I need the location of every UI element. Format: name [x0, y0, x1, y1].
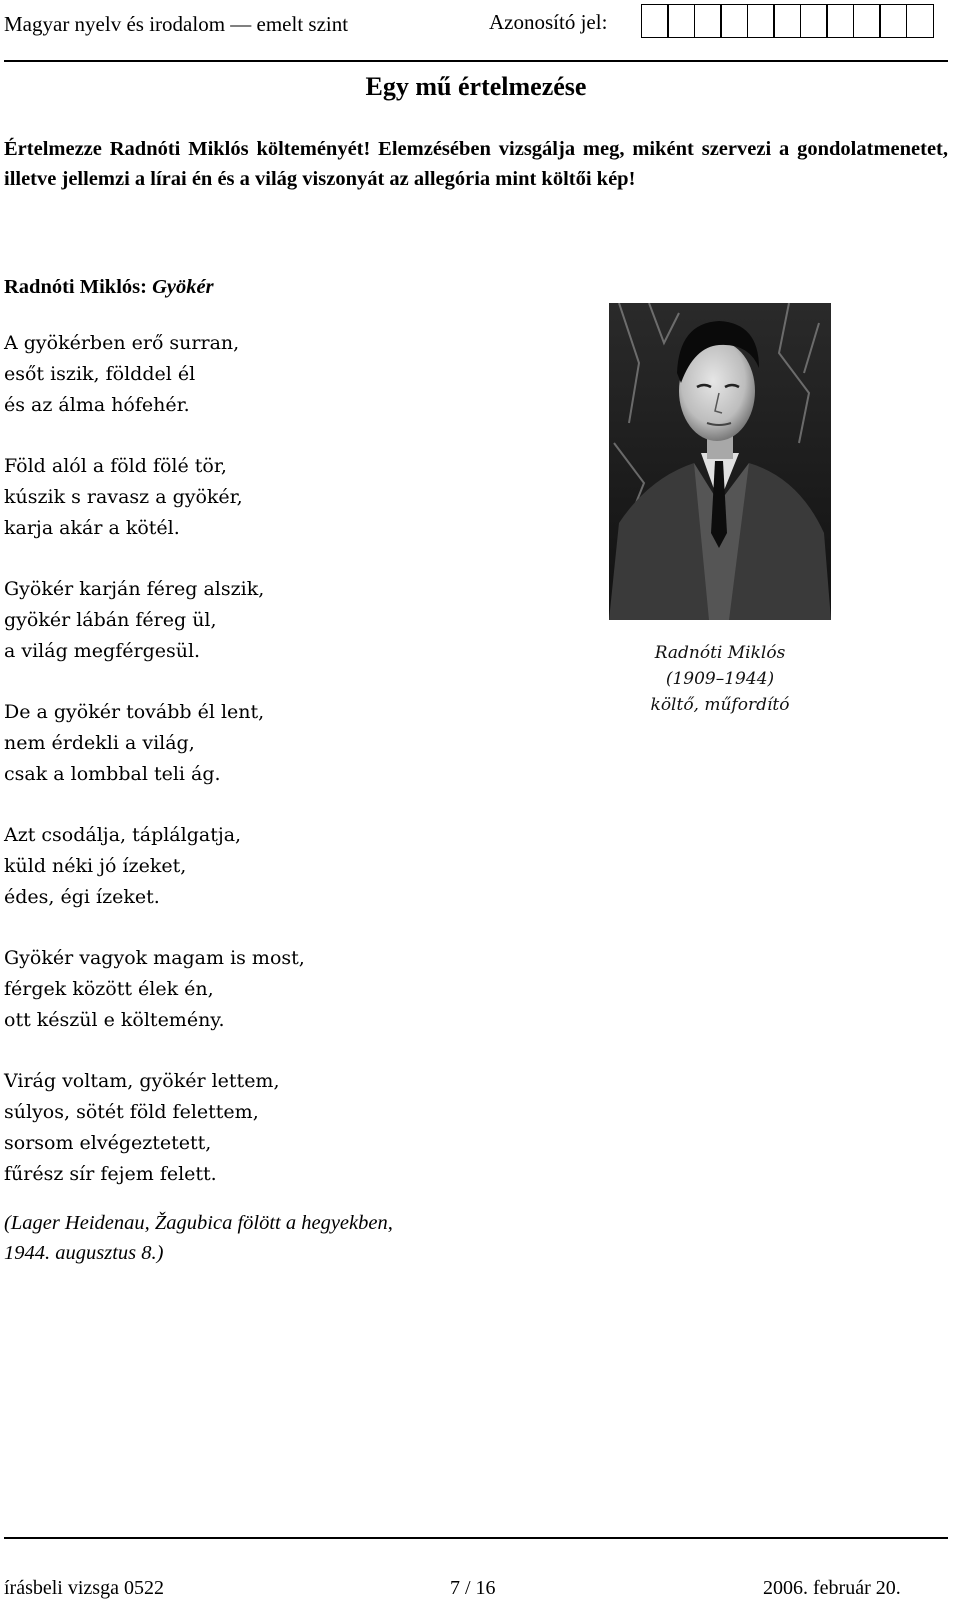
poem-line: nem érdekli a világ,: [4, 732, 195, 754]
poem-line: Gyökér vagyok magam is most,: [4, 947, 305, 969]
id-box: [906, 4, 934, 38]
id-box: [641, 4, 669, 38]
poem-line: esőt iszik, földdel él: [4, 363, 196, 385]
task-instructions: Értelmezze Radnóti Miklós költeményét! Elemzésében vizsgálja meg, miként szervezi a gondolatmenetet, illetve jellemzi a lírai én és a világ viszonyát az allegória mint költői kép!: [4, 138, 948, 190]
poem-line: karja akár a kötél.: [4, 517, 180, 539]
footer-exam-code: írásbeli vizsga 0522: [4, 1577, 164, 1599]
id-label: Azonosító jel:: [489, 10, 608, 34]
poem-line: küld néki jó ízeket,: [4, 855, 187, 877]
footer-date: 2006. február 20.: [763, 1577, 901, 1599]
poem-line: Föld alól a föld fölé tör,: [4, 455, 227, 477]
poem-line: kúszik s ravasz a gyökér,: [4, 486, 243, 508]
id-box: [747, 4, 775, 38]
dateline-line: (Lager Heidenau, Žagubica fölött a hegyekben,: [4, 1212, 393, 1234]
poem-stanza: [4, 574, 305, 667]
poem-stanza: [4, 451, 305, 544]
caption-years: (1909–1944): [665, 669, 775, 689]
dateline-line: 1944. augusztus 8.): [4, 1242, 164, 1264]
poem-heading: [4, 276, 214, 299]
poem-stanza: [4, 943, 305, 1036]
poem-line: súlyos, sötét föld felettem,: [4, 1101, 259, 1123]
caption-profession: költő, műfordító: [650, 695, 790, 715]
header-subject: Magyar nyelv és irodalom — emelt szint: [4, 12, 349, 36]
id-box-row: [642, 4, 934, 38]
poem-line: a világ megférgesül.: [4, 640, 201, 662]
poem-line: ott készül e költemény.: [4, 1009, 225, 1031]
poem-stanza: [4, 697, 305, 790]
poem-stanza: [4, 820, 305, 913]
poem-line: Azt csodálja, táplálgatja,: [4, 824, 242, 846]
poem-line: Virág voltam, gyökér lettem,: [4, 1070, 280, 1092]
id-box: [667, 4, 695, 38]
author-portrait-photo: [609, 303, 831, 620]
poem-line: De a gyökér tovább él lent,: [4, 701, 265, 723]
poem-line: gyökér lábán féreg ül,: [4, 609, 217, 631]
id-box: [879, 4, 907, 38]
poem-line: Gyökér karján féreg alszik,: [4, 578, 265, 600]
poem-stanza: [4, 1066, 305, 1190]
id-box: [800, 4, 828, 38]
poem-line: A gyökérben erő surran,: [4, 332, 240, 354]
portrait-caption: [600, 640, 840, 718]
id-box: [720, 4, 748, 38]
caption-name: Radnóti Miklós: [654, 643, 786, 663]
poem-line: csak a lombbal teli ág.: [4, 763, 221, 785]
poem-line: és az álma hófehér.: [4, 394, 190, 416]
id-box: [773, 4, 801, 38]
poem-body: [4, 328, 305, 1220]
footer-divider: [4, 1537, 948, 1539]
id-box: [853, 4, 881, 38]
page-title: Egy mű értelmezése: [365, 72, 587, 101]
poem-stanza: [4, 328, 305, 421]
poem-dateline: [4, 1208, 393, 1268]
poem-author: Radnóti Miklós:: [4, 276, 147, 298]
id-box: [826, 4, 854, 38]
portrait-illustration: [609, 303, 831, 620]
poem-line: édes, égi ízeket.: [4, 886, 160, 908]
poem-title: Gyökér: [152, 276, 214, 298]
id-box: [694, 4, 722, 38]
poem-line: sorsom elvégeztetett,: [4, 1132, 212, 1154]
header-divider: [4, 60, 948, 62]
footer-page-number: 7 / 16: [450, 1577, 496, 1599]
poem-line: férgek között élek én,: [4, 978, 214, 1000]
poem-line: fűrész sír fejem felett.: [4, 1163, 217, 1185]
